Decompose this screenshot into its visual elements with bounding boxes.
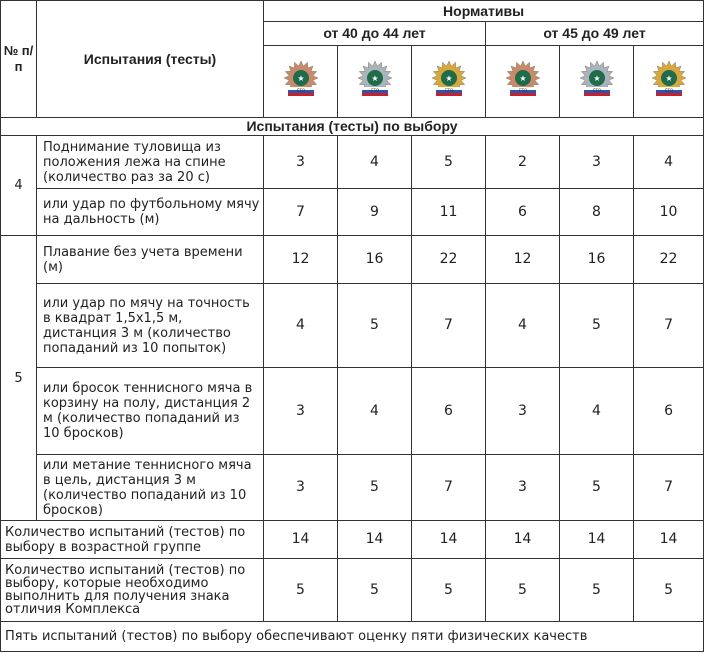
summary-label: Количество испытаний (тестов) по выбору в возрастной группе (1, 521, 264, 559)
gold-gto-badge (651, 60, 687, 100)
norm-value: 4 (486, 284, 560, 368)
norm-value: 4 (264, 284, 338, 368)
summary-value: 14 (560, 521, 634, 559)
gold-gto-badge (431, 60, 467, 100)
summary-value: 14 (486, 521, 560, 559)
norm-value: 4 (634, 136, 704, 189)
norm-value: 3 (264, 455, 338, 521)
section-title: Испытания (тесты) по выбору (1, 118, 704, 136)
norm-value: 4 (338, 368, 412, 455)
norm-value: 3 (486, 368, 560, 455)
norm-value: 5 (338, 455, 412, 521)
num-header: № п/п (1, 1, 37, 118)
test-number: 4 (1, 136, 37, 236)
norm-value: 3 (264, 136, 338, 189)
test-name: Плавание без учета времени (м) (37, 236, 264, 284)
silver-gto-badge (579, 60, 615, 100)
bronze-gto-badge (283, 60, 319, 100)
svg-text:ГТО: ГТО (370, 87, 379, 93)
test-name: или бросок теннисного мяча в корзину на полу, дистанция 2 м (количество попаданий из 10 бросков) (37, 368, 264, 455)
svg-text:★: ★ (370, 73, 379, 83)
norm-value: 7 (264, 189, 338, 236)
norms-header: Нормативы (264, 1, 704, 22)
norm-value: 2 (486, 136, 560, 189)
svg-text:ГТО: ГТО (444, 87, 453, 93)
norm-value: 6 (412, 368, 486, 455)
norm-value: 6 (634, 368, 704, 455)
norm-value: 11 (412, 189, 486, 236)
summary-value: 5 (338, 559, 412, 622)
svg-text:ГТО: ГТО (664, 87, 673, 93)
svg-text:★: ★ (592, 73, 601, 83)
summary-value: 14 (338, 521, 412, 559)
norm-value: 16 (338, 236, 412, 284)
norm-value: 12 (486, 236, 560, 284)
norm-value: 5 (560, 455, 634, 521)
norm-value: 7 (412, 284, 486, 368)
svg-text:ГТО: ГТО (296, 87, 305, 93)
norm-value: 12 (264, 236, 338, 284)
test-number: 5 (1, 236, 37, 521)
svg-text:★: ★ (444, 73, 453, 83)
summary-value: 5 (264, 559, 338, 622)
norm-value: 5 (560, 284, 634, 368)
silver-gto-badge (357, 60, 393, 100)
norm-value: 5 (412, 136, 486, 189)
norm-value: 3 (560, 136, 634, 189)
summary-value: 14 (634, 521, 704, 559)
summary-value: 14 (264, 521, 338, 559)
norm-value: 10 (634, 189, 704, 236)
test-name: или удар по футбольному мячу на дальность (м) (37, 189, 264, 236)
norm-value: 7 (634, 284, 704, 368)
svg-text:★: ★ (664, 73, 673, 83)
norm-value: 22 (634, 236, 704, 284)
summary-value: 14 (412, 521, 486, 559)
summary-value: 5 (560, 559, 634, 622)
norm-value: 7 (634, 455, 704, 521)
norm-value: 7 (412, 455, 486, 521)
norm-value: 4 (560, 368, 634, 455)
summary-value: 5 (486, 559, 560, 622)
footnote: Пять испытаний (тестов) по выбору обеспечивают оценку пяти физических качеств (1, 622, 704, 652)
age-group-header: от 40 до 44 лет (264, 22, 486, 46)
norm-value: 3 (264, 368, 338, 455)
test-name: или удар по мячу на точность в квадрат 1,5х1,5 м, дистанция 3 м (количество попаданий из 10 попыток) (37, 284, 264, 368)
bronze-gto-badge (505, 60, 541, 100)
svg-text:ГТО: ГТО (518, 87, 527, 93)
norm-value: 4 (338, 136, 412, 189)
norm-value: 22 (412, 236, 486, 284)
norm-value: 9 (338, 189, 412, 236)
summary-value: 5 (634, 559, 704, 622)
svg-text:★: ★ (296, 73, 305, 83)
norm-value: 5 (338, 284, 412, 368)
test-name: Поднимание туловища из положения лежа на спине (количество раз за 20 с) (37, 136, 264, 189)
norm-value: 8 (560, 189, 634, 236)
norm-value: 16 (560, 236, 634, 284)
age-group-header: от 45 до 49 лет (486, 22, 704, 46)
svg-text:ГТО: ГТО (592, 87, 601, 93)
norm-value: 6 (486, 189, 560, 236)
svg-text:★: ★ (518, 73, 527, 83)
tests-header: Испытания (тесты) (37, 1, 264, 118)
test-name: или метание теннисного мяча в цель, дистанция 3 м (количество попаданий из 10 бросков) (37, 455, 264, 521)
norm-value: 3 (486, 455, 560, 521)
summary-label: Количество испытаний (тестов) по выбору, которые необходимо выполнить для получения знака отличия Комплекса (1, 559, 264, 622)
summary-value: 5 (412, 559, 486, 622)
